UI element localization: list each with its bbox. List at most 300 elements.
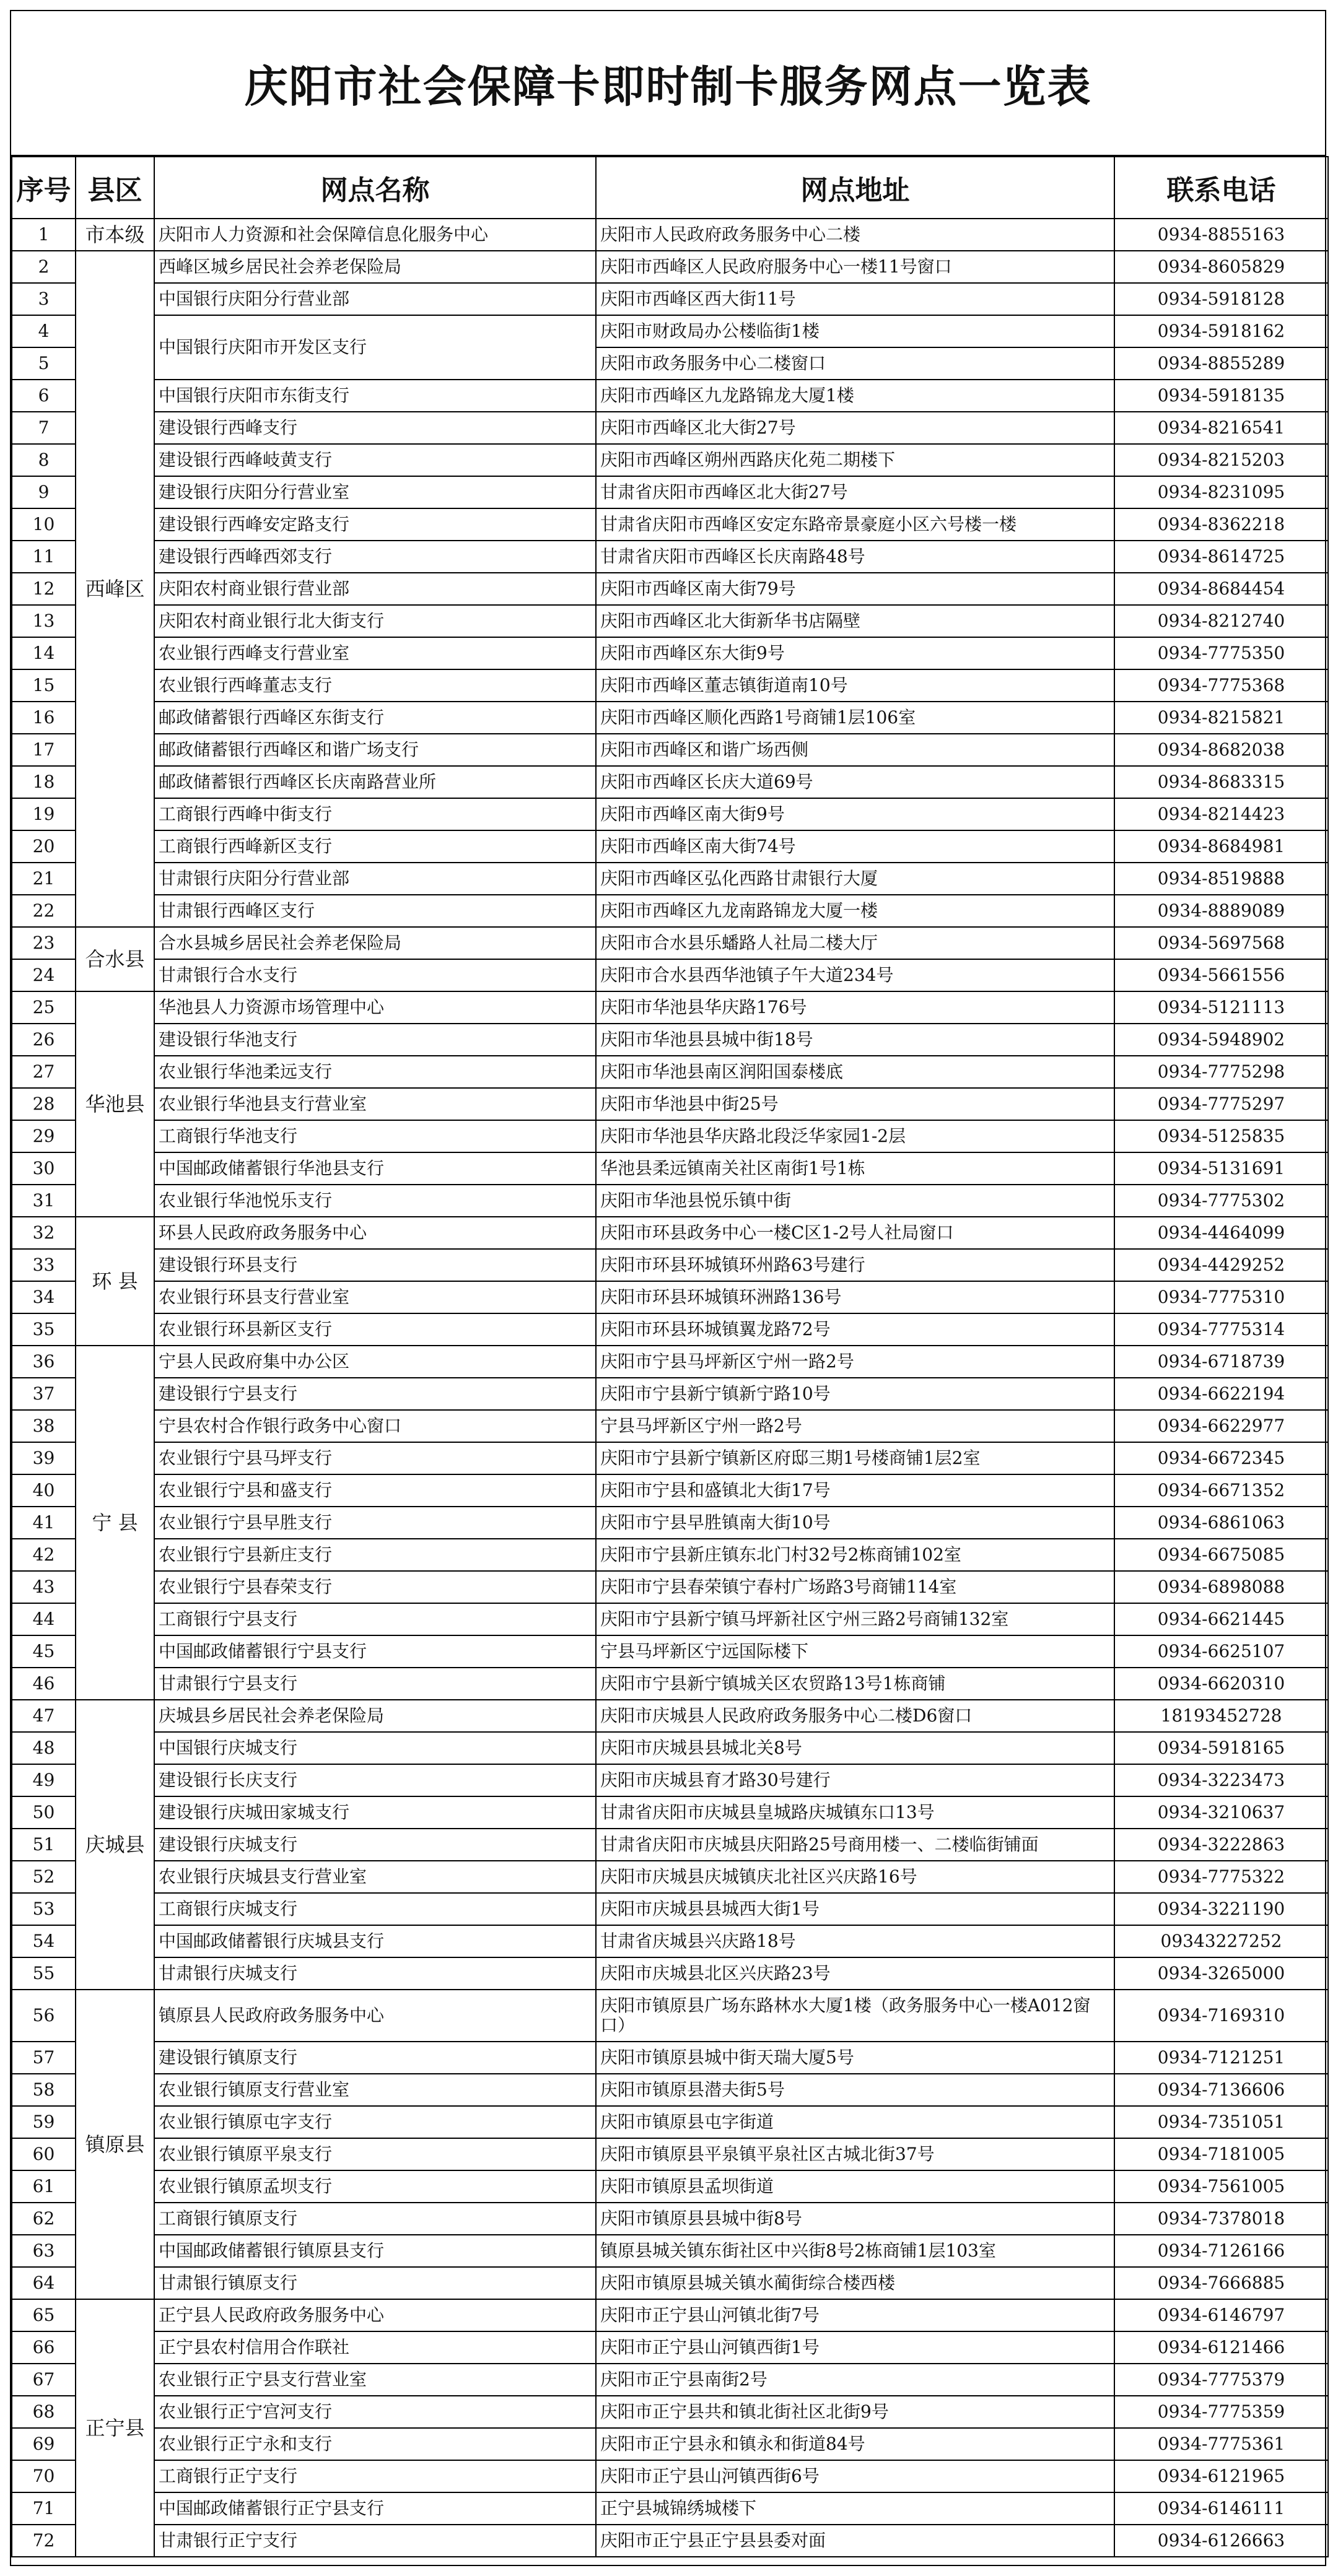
cell-phone: 0934-5918165 — [1114, 1732, 1328, 1764]
cell-address: 庆阳市环县环城镇环洲路136号 — [596, 1281, 1114, 1313]
cell-address: 华池县柔远镇南关社区南街1号1栋 — [596, 1152, 1114, 1185]
cell-phone: 0934-7775368 — [1114, 669, 1328, 702]
cell-address: 庆阳市西峰区南大街9号 — [596, 798, 1114, 830]
table-row — [12, 637, 1328, 669]
header-phone: 联系电话 — [1114, 157, 1328, 219]
cell-index: 19 — [12, 798, 76, 830]
cell-phone: 0934-5948902 — [1114, 1024, 1328, 1056]
cell-address: 庆阳市合水县乐蟠路人社局二楼大厅 — [596, 927, 1114, 959]
cell-address: 庆阳市财政局办公楼临街1楼 — [596, 315, 1114, 347]
cell-address: 庆阳市西峰区南大街79号 — [596, 573, 1114, 605]
cell-address: 庆阳市环县环城镇翼龙路72号 — [596, 1313, 1114, 1346]
cell-phone: 0934-6121965 — [1114, 2460, 1328, 2492]
cell-index: 55 — [12, 1957, 76, 1990]
cell-phone: 0934-6622977 — [1114, 1410, 1328, 1442]
cell-address: 庆阳市庆城县县城北关8号 — [596, 1732, 1114, 1764]
cell-address: 庆阳市庆城县育才路30号建行 — [596, 1764, 1114, 1796]
table-row — [12, 541, 1328, 573]
cell-name: 建设银行长庆支行 — [154, 1764, 596, 1796]
cell-address: 庆阳市庆城县北区兴庆路23号 — [596, 1957, 1114, 1990]
cell-phone: 0934-8214423 — [1114, 798, 1328, 830]
cell-phone: 0934-8212740 — [1114, 605, 1328, 637]
cell-address: 庆阳市宁县新宁镇马坪新社区宁州三路2号商铺132室 — [596, 1603, 1114, 1635]
cell-index: 65 — [12, 2299, 76, 2331]
table-row — [12, 959, 1328, 991]
cell-county: 庆城县 — [76, 1700, 154, 1990]
title-box — [11, 11, 1325, 156]
cell-phone: 0934-8215203 — [1114, 444, 1328, 476]
cell-index: 35 — [12, 1313, 76, 1346]
cell-phone: 0934-6146797 — [1114, 2299, 1328, 2331]
cell-county: 合水县 — [76, 927, 154, 991]
cell-index: 48 — [12, 1732, 76, 1764]
cell-name: 农业银行宁县早胜支行 — [154, 1507, 596, 1539]
header-address: 网点地址 — [596, 157, 1114, 219]
cell-address: 庆阳市西峰区九龙路锦龙大厦1楼 — [596, 380, 1114, 412]
cell-county: 西峰区 — [76, 251, 154, 927]
cell-name: 工商银行庆城支行 — [154, 1893, 596, 1925]
table-row — [12, 573, 1328, 605]
cell-address: 宁县马坪新区宁州一路2号 — [596, 1410, 1114, 1442]
cell-index: 20 — [12, 830, 76, 863]
table-row — [12, 508, 1328, 541]
cell-index: 49 — [12, 1764, 76, 1796]
cell-index: 62 — [12, 2203, 76, 2235]
cell-county: 镇原县 — [76, 1990, 154, 2299]
cell-index: 51 — [12, 1829, 76, 1861]
table-header-row — [12, 157, 1328, 219]
cell-index: 22 — [12, 895, 76, 927]
cell-index: 70 — [12, 2460, 76, 2492]
cell-address: 庆阳市人民政府政务服务中心二楼 — [596, 219, 1114, 251]
cell-index: 21 — [12, 863, 76, 895]
cell-address: 庆阳市环县环城镇环州路63号建行 — [596, 1249, 1114, 1281]
cell-phone: 0934-6621445 — [1114, 1603, 1328, 1635]
table-row — [12, 734, 1328, 766]
cell-index: 15 — [12, 669, 76, 702]
table-row — [12, 2138, 1328, 2170]
cell-name: 环县人民政府政务服务中心 — [154, 1217, 596, 1249]
cell-index: 30 — [12, 1152, 76, 1185]
table-row — [12, 2203, 1328, 2235]
cell-index: 67 — [12, 2364, 76, 2396]
cell-index: 42 — [12, 1539, 76, 1571]
cell-phone: 0934-8215821 — [1114, 702, 1328, 734]
table-row — [12, 1764, 1328, 1796]
cell-index: 44 — [12, 1603, 76, 1635]
table-row — [12, 1732, 1328, 1764]
cell-address: 庆阳市华池县县城中街18号 — [596, 1024, 1114, 1056]
table-row — [12, 2267, 1328, 2299]
cell-address: 庆阳市华池县华庆路北段泛华家园1-2层 — [596, 1120, 1114, 1152]
table-row — [12, 1217, 1328, 1249]
cell-phone: 0934-8855289 — [1114, 347, 1328, 380]
cell-address: 庆阳市镇原县广场东路林水大厦1楼（政务服务中心一楼A012窗口） — [596, 1990, 1114, 2042]
table-row — [12, 1024, 1328, 1056]
cell-index: 36 — [12, 1346, 76, 1378]
cell-index: 23 — [12, 927, 76, 959]
cell-index: 13 — [12, 605, 76, 637]
table-row — [12, 1249, 1328, 1281]
cell-name: 庆阳市人力资源和社会保障信息化服务中心 — [154, 219, 596, 251]
service-points-table — [11, 156, 1329, 2557]
cell-index: 50 — [12, 1796, 76, 1829]
header-county: 县区 — [76, 157, 154, 219]
cell-name: 农业银行西峰支行营业室 — [154, 637, 596, 669]
cell-index: 40 — [12, 1474, 76, 1507]
cell-address: 庆阳市正宁县山河镇西街1号 — [596, 2331, 1114, 2364]
cell-address: 庆阳市正宁县共和镇北街社区北街9号 — [596, 2396, 1114, 2428]
cell-name: 农业银行环县新区支行 — [154, 1313, 596, 1346]
cell-index: 25 — [12, 991, 76, 1024]
cell-name: 农业银行镇原支行营业室 — [154, 2074, 596, 2106]
cell-index: 57 — [12, 2042, 76, 2074]
table-row — [12, 1603, 1328, 1635]
table-row — [12, 2492, 1328, 2525]
cell-address: 庆阳市宁县新宁镇新区府邸三期1号楼商铺1层2室 — [596, 1442, 1114, 1474]
cell-phone: 0934-6622194 — [1114, 1378, 1328, 1410]
cell-name: 甘肃银行庆阳分行营业部 — [154, 863, 596, 895]
cell-index: 71 — [12, 2492, 76, 2525]
cell-index: 68 — [12, 2396, 76, 2428]
cell-name: 建设银行庆城田家城支行 — [154, 1796, 596, 1829]
document-sheet — [10, 10, 1326, 2566]
header-name: 网点名称 — [154, 157, 596, 219]
table-row — [12, 476, 1328, 508]
cell-address: 庆阳市西峰区顺化西路1号商铺1层106室 — [596, 702, 1114, 734]
cell-address: 庆阳市宁县新庄镇东北门村32号2栋商铺102室 — [596, 1539, 1114, 1571]
cell-address: 庆阳市正宁县正宁县县委对面 — [596, 2525, 1114, 2557]
cell-index: 9 — [12, 476, 76, 508]
table-body — [12, 219, 1328, 2557]
cell-phone: 0934-8889089 — [1114, 895, 1328, 927]
cell-phone: 0934-8362218 — [1114, 508, 1328, 541]
cell-address: 庆阳市镇原县城关镇水蔺街综合楼西楼 — [596, 2267, 1114, 2299]
cell-index: 24 — [12, 959, 76, 991]
table-row — [12, 380, 1328, 412]
table-row — [12, 2525, 1328, 2557]
cell-address: 庆阳市华池县悦乐镇中街 — [596, 1185, 1114, 1217]
cell-address: 庆阳市庆城县县城西大街1号 — [596, 1893, 1114, 1925]
table-row — [12, 219, 1328, 251]
cell-phone: 0934-6675085 — [1114, 1539, 1328, 1571]
cell-name: 中国邮政储蓄银行庆城县支行 — [154, 1925, 596, 1957]
cell-address: 甘肃省庆阳市庆城县庆阳路25号商用楼一、二楼临街铺面 — [596, 1829, 1114, 1861]
cell-phone: 0934-5121113 — [1114, 991, 1328, 1024]
cell-name: 甘肃银行宁县支行 — [154, 1668, 596, 1700]
cell-phone: 0934-3223473 — [1114, 1764, 1328, 1796]
table-row — [12, 1829, 1328, 1861]
table-row — [12, 1313, 1328, 1346]
cell-phone: 0934-6625107 — [1114, 1635, 1328, 1668]
cell-name: 工商银行宁县支行 — [154, 1603, 596, 1635]
table-row — [12, 1152, 1328, 1185]
cell-phone: 0934-5125835 — [1114, 1120, 1328, 1152]
cell-name: 农业银行西峰董志支行 — [154, 669, 596, 702]
cell-name: 甘肃银行庆城支行 — [154, 1957, 596, 1990]
cell-phone: 0934-8682038 — [1114, 734, 1328, 766]
table-row — [12, 2106, 1328, 2138]
cell-index: 29 — [12, 1120, 76, 1152]
cell-index: 66 — [12, 2331, 76, 2364]
cell-index: 60 — [12, 2138, 76, 2170]
cell-name: 建设银行西峰西郊支行 — [154, 541, 596, 573]
cell-name: 邮政储蓄银行西峰区长庆南路营业所 — [154, 766, 596, 798]
cell-index: 5 — [12, 347, 76, 380]
table-row — [12, 1185, 1328, 1217]
cell-index: 33 — [12, 1249, 76, 1281]
cell-name: 农业银行华池悦乐支行 — [154, 1185, 596, 1217]
cell-phone: 0934-8683315 — [1114, 766, 1328, 798]
table-row — [12, 605, 1328, 637]
cell-name: 建设银行华池支行 — [154, 1024, 596, 1056]
cell-name: 邮政储蓄银行西峰区东街支行 — [154, 702, 596, 734]
cell-county: 宁 县 — [76, 1346, 154, 1700]
cell-index: 38 — [12, 1410, 76, 1442]
cell-phone: 0934-7561005 — [1114, 2170, 1328, 2203]
table-row — [12, 283, 1328, 315]
cell-address: 庆阳市宁县春荣镇宁春村广场路3号商铺114室 — [596, 1571, 1114, 1603]
cell-index: 58 — [12, 2074, 76, 2106]
cell-name: 庆城县乡居民社会养老保险局 — [154, 1700, 596, 1732]
cell-name: 工商银行华池支行 — [154, 1120, 596, 1152]
cell-phone: 0934-8216541 — [1114, 412, 1328, 444]
table-row — [12, 895, 1328, 927]
table-row — [12, 1539, 1328, 1571]
cell-address: 庆阳市宁县和盛镇北大街17号 — [596, 1474, 1114, 1507]
cell-phone: 0934-5918162 — [1114, 315, 1328, 347]
cell-phone: 0934-7126166 — [1114, 2235, 1328, 2267]
cell-phone: 0934-7775322 — [1114, 1861, 1328, 1893]
cell-county: 华池县 — [76, 991, 154, 1217]
cell-address: 庆阳市镇原县潜夫街5号 — [596, 2074, 1114, 2106]
cell-index: 39 — [12, 1442, 76, 1474]
table-row — [12, 444, 1328, 476]
table-row — [12, 1378, 1328, 1410]
table-row — [12, 1925, 1328, 1957]
cell-address: 庆阳市宁县新宁镇城关区农贸路13号1栋商铺 — [596, 1668, 1114, 1700]
cell-phone: 0934-5131691 — [1114, 1152, 1328, 1185]
cell-address: 庆阳市庆城县庆城镇庆北社区兴庆路16号 — [596, 1861, 1114, 1893]
table-row — [12, 1893, 1328, 1925]
cell-address: 庆阳市西峰区朔州西路庆化苑二期楼下 — [596, 444, 1114, 476]
table-row — [12, 2396, 1328, 2428]
cell-address: 庆阳市西峰区董志镇街道南10号 — [596, 669, 1114, 702]
table-row — [12, 2364, 1328, 2396]
table-row — [12, 1281, 1328, 1313]
cell-address: 庆阳市合水县西华池镇子午大道234号 — [596, 959, 1114, 991]
cell-name: 农业银行镇原孟坝支行 — [154, 2170, 596, 2203]
cell-name: 工商银行镇原支行 — [154, 2203, 596, 2235]
table-row — [12, 315, 1328, 347]
cell-address: 庆阳市宁县新宁镇新宁路10号 — [596, 1378, 1114, 1410]
cell-address: 庆阳市镇原县屯字街道 — [596, 2106, 1114, 2138]
cell-phone: 0934-8605829 — [1114, 251, 1328, 283]
cell-name: 甘肃银行西峰区支行 — [154, 895, 596, 927]
table-row — [12, 2235, 1328, 2267]
cell-name: 农业银行宁县马坪支行 — [154, 1442, 596, 1474]
cell-name: 合水县城乡居民社会养老保险局 — [154, 927, 596, 959]
cell-phone: 0934-8231095 — [1114, 476, 1328, 508]
table-row — [12, 1442, 1328, 1474]
cell-address: 庆阳市西峰区西大街11号 — [596, 283, 1114, 315]
cell-name: 农业银行正宁永和支行 — [154, 2428, 596, 2460]
cell-name: 农业银行华池县支行营业室 — [154, 1088, 596, 1120]
cell-name: 农业银行正宁宫河支行 — [154, 2396, 596, 2428]
cell-name: 工商银行西峰新区支行 — [154, 830, 596, 863]
cell-phone: 0934-7775350 — [1114, 637, 1328, 669]
cell-address: 庆阳市正宁县永和镇永和街道84号 — [596, 2428, 1114, 2460]
cell-name: 镇原县人民政府政务服务中心 — [154, 1990, 596, 2042]
table-row — [12, 1861, 1328, 1893]
cell-name: 建设银行宁县支行 — [154, 1378, 596, 1410]
table-row — [12, 669, 1328, 702]
cell-index: 72 — [12, 2525, 76, 2557]
cell-phone: 0934-8614725 — [1114, 541, 1328, 573]
cell-name: 宁县人民政府集中办公区 — [154, 1346, 596, 1378]
cell-address: 甘肃省庆阳市西峰区长庆南路48号 — [596, 541, 1114, 573]
cell-phone: 0934-7775298 — [1114, 1056, 1328, 1088]
table-row — [12, 1507, 1328, 1539]
table-row — [12, 830, 1328, 863]
cell-phone: 09343227252 — [1114, 1925, 1328, 1957]
cell-phone: 0934-4464099 — [1114, 1217, 1328, 1249]
cell-index: 12 — [12, 573, 76, 605]
table-row — [12, 2074, 1328, 2106]
cell-address: 庆阳市正宁县山河镇北街7号 — [596, 2299, 1114, 2331]
table-row — [12, 2299, 1328, 2331]
cell-address: 庆阳市西峰区人民政府服务中心一楼11号窗口 — [596, 251, 1114, 283]
cell-address: 庆阳市西峰区和谐广场西侧 — [596, 734, 1114, 766]
cell-index: 45 — [12, 1635, 76, 1668]
cell-name: 甘肃银行正宁支行 — [154, 2525, 596, 2557]
cell-index: 43 — [12, 1571, 76, 1603]
cell-name: 庆阳农村商业银行营业部 — [154, 573, 596, 605]
cell-address: 庆阳市西峰区北大街27号 — [596, 412, 1114, 444]
cell-index: 1 — [12, 219, 76, 251]
cell-index: 11 — [12, 541, 76, 573]
cell-index: 8 — [12, 444, 76, 476]
cell-address: 庆阳市环县政务中心一楼C区1-2号人社局窗口 — [596, 1217, 1114, 1249]
cell-name: 中国银行庆阳分行营业部 — [154, 283, 596, 315]
cell-name: 工商银行正宁支行 — [154, 2460, 596, 2492]
cell-phone: 0934-7775359 — [1114, 2396, 1328, 2428]
cell-index: 37 — [12, 1378, 76, 1410]
cell-name: 建设银行镇原支行 — [154, 2042, 596, 2074]
cell-name: 建设银行西峰支行 — [154, 412, 596, 444]
cell-phone: 0934-7169310 — [1114, 1990, 1328, 2042]
cell-name: 农业银行镇原屯字支行 — [154, 2106, 596, 2138]
cell-index: 61 — [12, 2170, 76, 2203]
cell-address: 庆阳市华池县华庆路176号 — [596, 991, 1114, 1024]
cell-phone: 0934-6146111 — [1114, 2492, 1328, 2525]
cell-index: 2 — [12, 251, 76, 283]
cell-index: 69 — [12, 2428, 76, 2460]
cell-address: 庆阳市镇原县城中街天瑞大厦5号 — [596, 2042, 1114, 2074]
cell-name: 正宁县人民政府政务服务中心 — [154, 2299, 596, 2331]
cell-phone: 0934-5918135 — [1114, 380, 1328, 412]
cell-name: 建设银行西峰安定路支行 — [154, 508, 596, 541]
cell-index: 7 — [12, 412, 76, 444]
table-row — [12, 863, 1328, 895]
table-row — [12, 798, 1328, 830]
cell-phone: 0934-5661556 — [1114, 959, 1328, 991]
cell-address: 庆阳市西峰区东大街9号 — [596, 637, 1114, 669]
cell-index: 34 — [12, 1281, 76, 1313]
cell-name: 正宁县农村信用合作联社 — [154, 2331, 596, 2364]
cell-address: 庆阳市西峰区九龙南路锦龙大厦一楼 — [596, 895, 1114, 927]
cell-phone: 0934-7775297 — [1114, 1088, 1328, 1120]
cell-phone: 0934-3222863 — [1114, 1829, 1328, 1861]
cell-phone: 0934-5697568 — [1114, 927, 1328, 959]
cell-name: 中国银行庆阳市东街支行 — [154, 380, 596, 412]
cell-phone: 0934-7121251 — [1114, 2042, 1328, 2074]
cell-name: 农业银行宁县春荣支行 — [154, 1571, 596, 1603]
cell-index: 18 — [12, 766, 76, 798]
cell-phone: 0934-7775302 — [1114, 1185, 1328, 1217]
cell-phone: 0934-5918128 — [1114, 283, 1328, 315]
cell-name: 宁县农村合作银行政务中心窗口 — [154, 1410, 596, 1442]
table-row — [12, 1474, 1328, 1507]
table-row — [12, 1120, 1328, 1152]
table-row — [12, 2042, 1328, 2074]
cell-phone: 0934-7775379 — [1114, 2364, 1328, 2396]
cell-phone: 0934-7775314 — [1114, 1313, 1328, 1346]
cell-index: 3 — [12, 283, 76, 315]
cell-phone: 0934-8855163 — [1114, 219, 1328, 251]
cell-phone: 0934-4429252 — [1114, 1249, 1328, 1281]
cell-address: 正宁县城锦绣城楼下 — [596, 2492, 1114, 2525]
cell-phone: 0934-7775310 — [1114, 1281, 1328, 1313]
table-row — [12, 927, 1328, 959]
table-row — [12, 1635, 1328, 1668]
cell-name: 建设银行西峰岐黄支行 — [154, 444, 596, 476]
cell-address: 庆阳市庆城县人民政府政务服务中心二楼D6窗口 — [596, 1700, 1114, 1732]
cell-address: 庆阳市西峰区南大街74号 — [596, 830, 1114, 863]
table-row — [12, 2460, 1328, 2492]
page-title: 庆阳市社会保障卡即时制卡服务网点一览表 — [244, 60, 1092, 112]
table-row — [12, 2428, 1328, 2460]
cell-address: 宁县马坪新区宁远国际楼下 — [596, 1635, 1114, 1668]
cell-phone: 0934-7378018 — [1114, 2203, 1328, 2235]
cell-phone: 0934-6672345 — [1114, 1442, 1328, 1474]
table-row — [12, 702, 1328, 734]
cell-address: 庆阳市镇原县平泉镇平泉社区古城北街37号 — [596, 2138, 1114, 2170]
cell-address: 庆阳市西峰区弘化西路甘肃银行大厦 — [596, 863, 1114, 895]
table-row — [12, 1700, 1328, 1732]
cell-name: 农业银行庆城县支行营业室 — [154, 1861, 596, 1893]
table-row — [12, 251, 1328, 283]
cell-index: 10 — [12, 508, 76, 541]
cell-name: 建设银行庆阳分行营业室 — [154, 476, 596, 508]
cell-name: 中国银行庆阳市开发区支行 — [154, 315, 596, 380]
cell-phone: 0934-6671352 — [1114, 1474, 1328, 1507]
cell-name: 中国邮政储蓄银行宁县支行 — [154, 1635, 596, 1668]
cell-phone: 0934-6620310 — [1114, 1668, 1328, 1700]
cell-name: 华池县人力资源市场管理中心 — [154, 991, 596, 1024]
cell-address: 甘肃省庆阳市西峰区北大街27号 — [596, 476, 1114, 508]
cell-address: 甘肃省庆阳市西峰区安定东路帝景豪庭小区六号楼一楼 — [596, 508, 1114, 541]
cell-county: 环 县 — [76, 1217, 154, 1346]
cell-index: 28 — [12, 1088, 76, 1120]
cell-name: 中国银行庆城支行 — [154, 1732, 596, 1764]
cell-phone: 0934-6126663 — [1114, 2525, 1328, 2557]
cell-index: 27 — [12, 1056, 76, 1088]
cell-index: 31 — [12, 1185, 76, 1217]
cell-index: 47 — [12, 1700, 76, 1732]
cell-name: 甘肃银行合水支行 — [154, 959, 596, 991]
table-row — [12, 1088, 1328, 1120]
